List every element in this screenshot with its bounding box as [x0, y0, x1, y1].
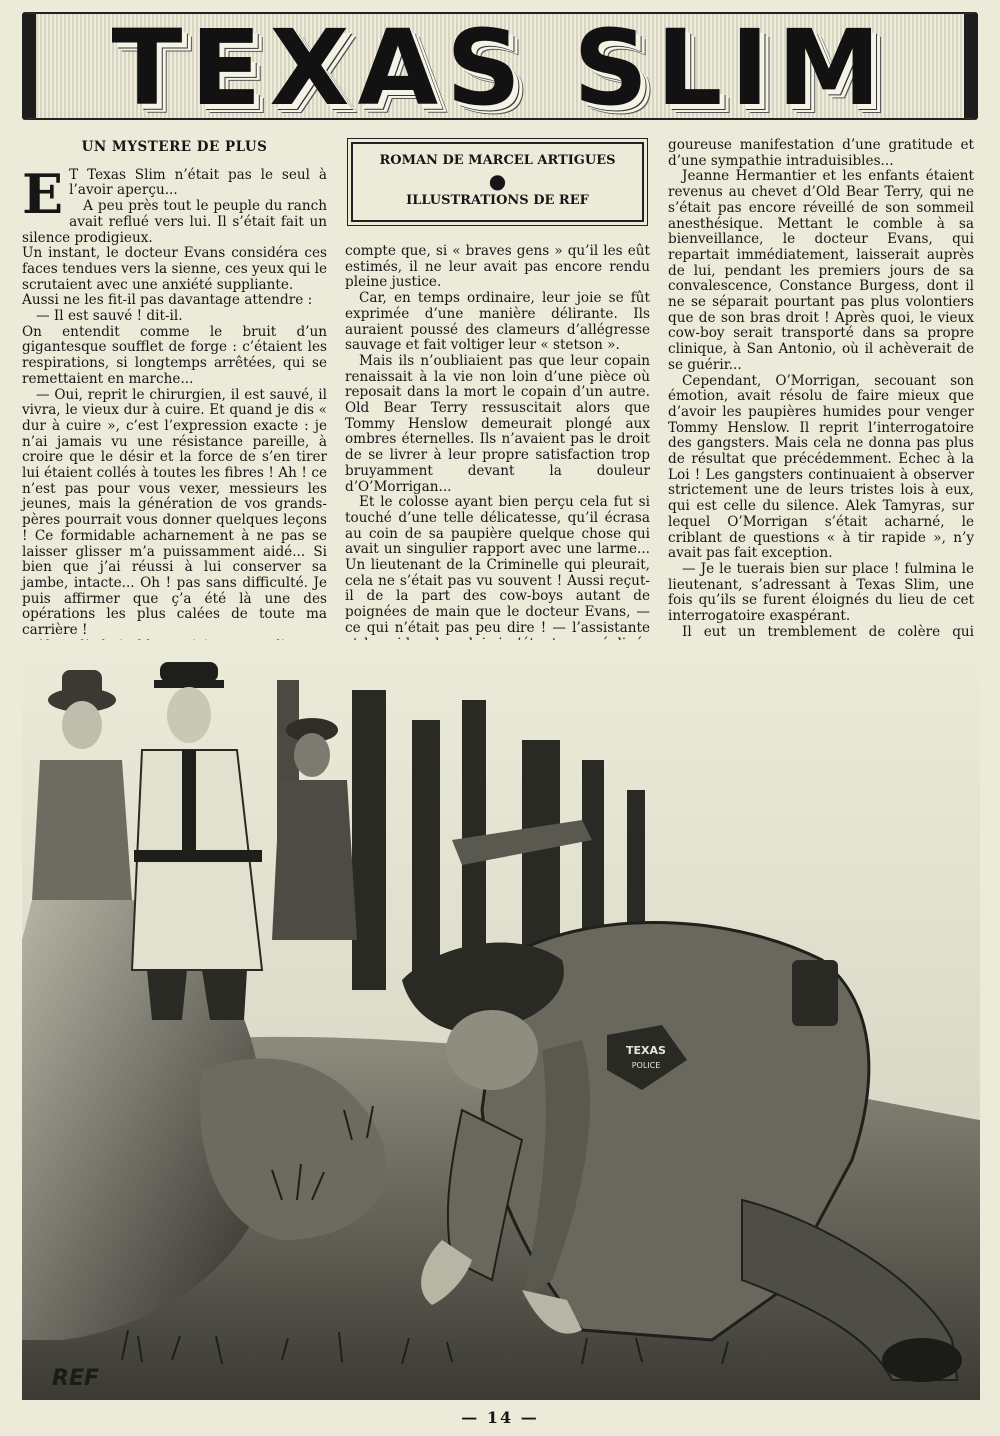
- credit-separator: ●: [488, 169, 507, 193]
- drop-cap: E: [22, 161, 64, 226]
- paragraph: Il eut un tremblement de colère qui: [682, 623, 974, 640]
- paragraph: Et le colosse ayant bien perçu cela fut si touché d’une telle délicatesse, qu’il écrasa au coin de sa paupière quelque chose qui avait un singulier rapport avec une larme... Un lieutenant de la Criminelle qui pleurait, cela ne s’était pas vu souvent ! Aussi reçut-il de la part des cow-boys autant de poignées de main que le docteur Evans, — ce qui n’était pas peu dire ! — l’assistante: [345, 494, 650, 636]
- paragraph: Car, en temps ordinaire, leur joie se fût exprimée d’une manière délirante. Ils auraient poussé des clameurs d’allégresse sauvage et fait voltiger leur « stetson ».: [345, 290, 650, 354]
- paragraph: A peu près tout le peuple du ranch avait reflué vers lui. Il s’était fait un silence prodigieux.: [22, 198, 327, 246]
- paragraph: Aussi ne les fit-il pas davantage attendre :: [22, 292, 313, 309]
- credit-author: ROMAN DE MARCEL ARTIGUES: [379, 153, 616, 168]
- paragraph: On entendit comme le bruit d’un gigantesque soufflet de forge : c’étaient les respirations, si longtemps arrêtées, qui se remettaient en marche...: [22, 323, 327, 387]
- paragraph: Jeanne Hermantier et les enfants étaient revenus au chevet d’Old Bear Terry, qui ne s’était pas encore réveillé de son sommeil anesthésique. Mettant le comble à sa bienveillance, le docteur Evans, qui repartait immédiatement, laisserait auprès de lui, pendant les premiers jours de sa convalescence, Constance Burgess, dont il ne se séparait pourtant pas plus volontiers que de son bras droit ! Après quoi, le vieux cow-boy serait transporté dans sa propre clinique, à San Antonio, où il achèverait de se guérir...: [668, 168, 974, 373]
- paragraph: goureuse manifestation d’une gratitude et d’une sympathie intraduisibles...: [668, 137, 974, 169]
- patch-text: TEXAS: [626, 1044, 666, 1057]
- masthead-title: TEXAS SLIM: [111, 12, 889, 120]
- text-column-1: [22, 130, 327, 655]
- paragraph: Un instant, le docteur Evans considéra ces faces tendues vers la sienne, ces yeux qui le scrutaient avec une anxiété suppliante.: [22, 245, 327, 293]
- patch-subtext: POLICE: [631, 1061, 661, 1070]
- credit-illustrator: ILLUSTRATIONS DE REF: [406, 193, 589, 208]
- paragraph: compte que, si « braves gens » qu’il les eût estimés, il ne leur avait pas encore rendu pleine justice.: [345, 243, 650, 291]
- page-number: — 14 —: [461, 1408, 539, 1427]
- paragraph-text: T Texas Slim n’était pas le seul à l’avoir aperçu...: [69, 166, 327, 199]
- text-column-2: [345, 130, 650, 668]
- paragraph: — Je le tuerais bien sur place ! fulmina le lieutenant, s’adressant à Texas Slim, une fois qu’ils se furent éloignés du lieu de cet interrogatoire exaspérant.: [668, 560, 974, 625]
- paragraph: Cependant, O’Morrigan, secouant son émotion, avait résolu de faire mieux que d’avoir les paupières humides pour venger Tommy Henslow. Il reprit l’interrogatoire des gangsters. Mais cela ne donna pas plus de résultat que précédemment. Echec à la Loi ! Les gangsters continuaient à observer strictement une de leurs tristes lois à eux, qui est celle du silence. Alek Tamyras, sur lequel O’Morrigan s’était acharné, le criblant de questions « à tir rapide », n’y avait pas fait exception.: [668, 372, 974, 562]
- masthead: [22, 12, 978, 120]
- paragraph: — Il est sauvé ! dit-il.: [36, 308, 183, 325]
- paragraph: — Oui, reprit le chirurgien, il est sauvé, il vivra, le vieux dur à cuire. Et quand je dis « dur à cuire », c’est l’expression exacte : je n’ai jamais vu une résistance pareille, à croire que le désir et la force de s’en tirer lui étaient collés à toutes les fibres ! Ah ! ce n’est pas pour vous vexer, messieurs les jeunes, mais la génération de vos grands-pères pourrait vous donner quelques leçons ! Ce formidable acharnement à ne pas se laisser glisser m’a puissamment aidé... Si bien que j’ai réussi à lui conserver sa jambe, intacte... Oh ! pas sans difficulté. Je puis affirmer que ç’a été là une des opérations les plus calées de toute ma carrière !: [22, 386, 327, 639]
- artist-signature: REF: [52, 1366, 99, 1391]
- credit-box: [351, 142, 644, 222]
- paragraph: Mais ils n’oubliaient pas que leur copain renaissait à la vie non loin d’une pièce où reposait dans la mort le copain d’un autre. Old Bear Terry ressuscitait alors que Tommy Henslow demeurait plongé aux ombres éternelles. Ils n’avaient pas le droit de se livrer à leur propre satisfaction trop bruyamment devant la douleur d’O’Morrigan...: [345, 352, 650, 495]
- chapter-subhead: UN MYSTERE DE PLUS: [81, 139, 268, 155]
- illustration: [22, 640, 980, 1400]
- tree-trunk: [352, 690, 386, 990]
- illustration-drawing: [22, 640, 980, 1400]
